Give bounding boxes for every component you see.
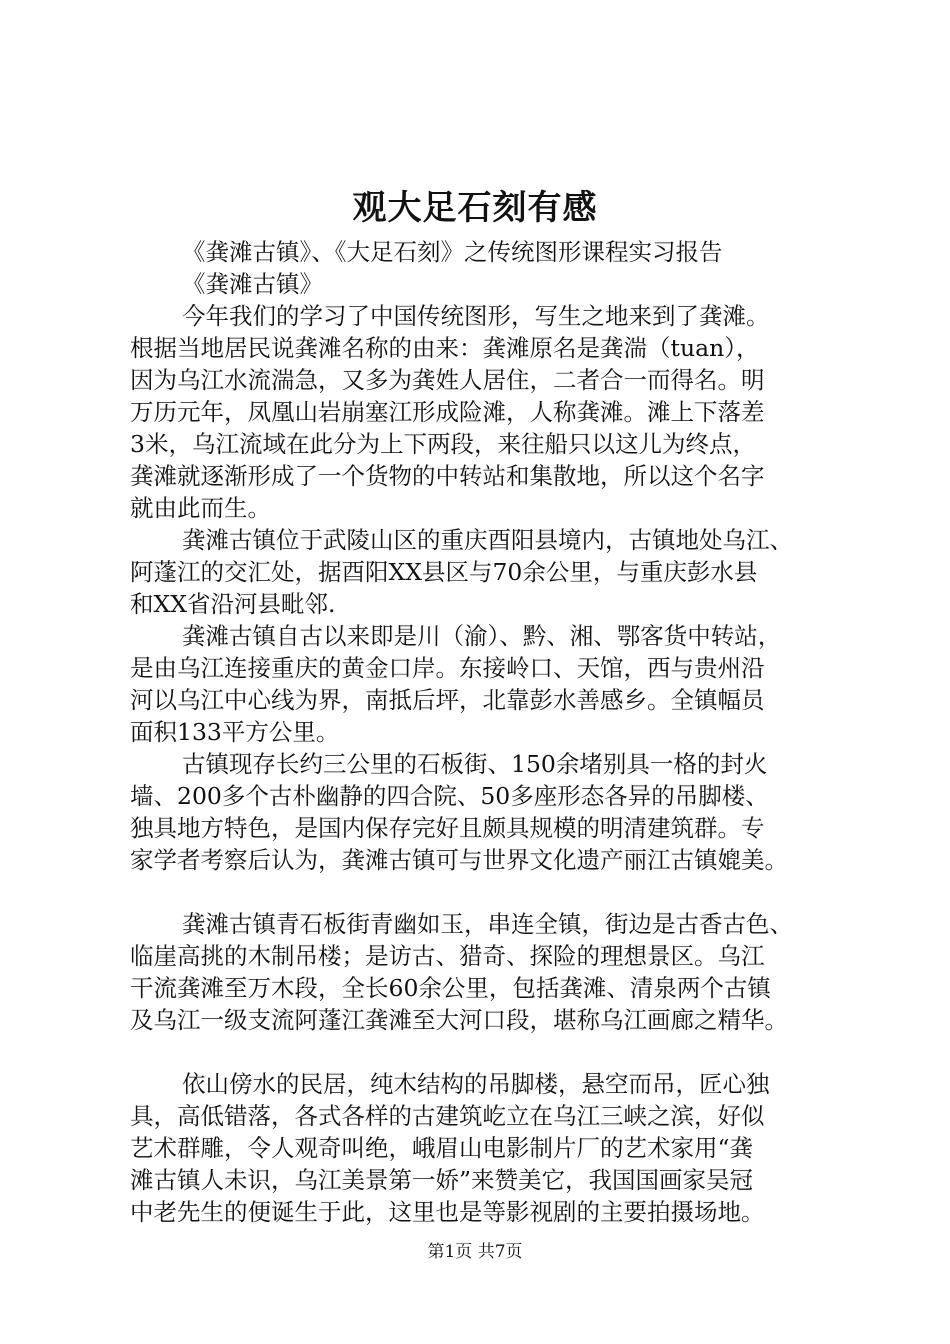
paragraph-line: 墙、200多个古朴幽静的四合院、50多座形态各异的吊脚楼、: [130, 782, 769, 810]
paragraph-line: 就由此而生。: [130, 494, 271, 522]
paragraph-1: [130, 300, 835, 524]
paragraph-line: 今年我们的学习了中国传统图形，写生之地来到了龚滩。: [182, 302, 770, 330]
paragraph-spacer: [130, 876, 835, 908]
paragraph-line: 因为乌江水流湍急，又多为龚姓人居住，二者合一而得名。明: [130, 366, 765, 394]
paragraph-2: [130, 524, 835, 620]
paragraph-line: 中老先生的便诞生于此，这里也是等影视剧的主要拍摄场地。: [130, 1198, 765, 1226]
paragraph-line: 河以乌江中心线为界，南抵后坪，北靠彭水善感乡。全镇幅员: [130, 686, 765, 714]
paragraph-4: [130, 748, 835, 876]
paragraph-line: 干流龚滩至万木段，全长60余公里，包括龚滩、清泉两个古镇: [130, 974, 771, 1002]
paragraph-3: [130, 620, 835, 748]
paragraph-line: 及乌江一级支流阿蓬江龚滩至大河口段，堪称乌江画廊之精华。: [130, 1006, 788, 1034]
paragraph-5: [130, 908, 835, 1036]
paragraph-line: 龚滩古镇自古以来即是川（渝）、黔、湘、鄂客货中转站，: [182, 622, 782, 650]
paragraph-line: 和XX省沿河县毗邻.: [130, 590, 336, 618]
paragraph-line: 面积133平方公里。: [130, 718, 340, 746]
paragraph-line: 龚滩就逐渐形成了一个货物的中转站和集散地，所以这个名字: [130, 462, 765, 490]
subtitle-line: 《龚滩古镇》、《大足石刻》之传统图形课程实习报告: [182, 238, 723, 266]
document-title: 观大足石刻有感: [352, 188, 598, 228]
paragraph-line: 3米，乌江流域在此分为上下两段，来往船只以这儿为终点，: [130, 430, 756, 458]
paragraph-line: 根据当地居民说龚滩名称的由来：龚滩原名是龚湍（tuan），: [130, 334, 760, 362]
paragraph-line: 龚滩古镇位于武陵山区的重庆酉阳县境内，古镇地处乌江、: [182, 526, 793, 554]
paragraph-line: 独具地方特色，是国内保存完好且颇具规模的明清建筑群。专: [130, 814, 765, 842]
page-footer: 第1页 共7页: [427, 1242, 523, 1262]
paragraph-line: 阿蓬江的交汇处，据酉阳XX县区与70余公里，与重庆彭水县: [130, 558, 758, 586]
document-body: [130, 236, 835, 1228]
paragraph-line: 临崖高挑的木制吊楼；是访古、猎奇、探险的理想景区。乌江: [130, 942, 765, 970]
paragraph-6: [130, 1068, 835, 1228]
paragraph-line: 万历元年，凤凰山岩崩塞江形成险滩，人称龚滩。滩上下落差: [130, 398, 765, 426]
paragraph-line: 依山傍水的民居，纯木结构的吊脚楼，悬空而吊，匠心独: [182, 1070, 770, 1098]
paragraph-line: 滩古镇人未识，乌江美景第一娇”来赞美它，我国国画家吴冠: [130, 1166, 754, 1194]
paragraph-line: 家学者考察后认为，龚滩古镇可与世界文化遗产丽江古镇媲美。: [130, 846, 788, 874]
paragraph-line: 龚滩古镇青石板街青幽如玉，串连全镇，街边是古香古色、: [182, 910, 793, 938]
paragraph-line: 古镇现存长约三公里的石板街、150余堵别具一格的封火: [182, 750, 768, 778]
paragraph-line: 艺术群雕，令人观奇叫绝，峨眉山电影制片厂的艺术家用“龚: [130, 1134, 754, 1162]
paragraph-spacer: [130, 1036, 835, 1068]
paragraph-line: 是由乌江连接重庆的黄金口岸。东接岭口、天馆，西与贵州沿: [130, 654, 765, 682]
section-heading: 《龚滩古镇》: [182, 270, 323, 298]
paragraph-line: 具，高低错落，各式各样的古建筑屹立在乌江三峡之滨，好似: [130, 1102, 765, 1130]
